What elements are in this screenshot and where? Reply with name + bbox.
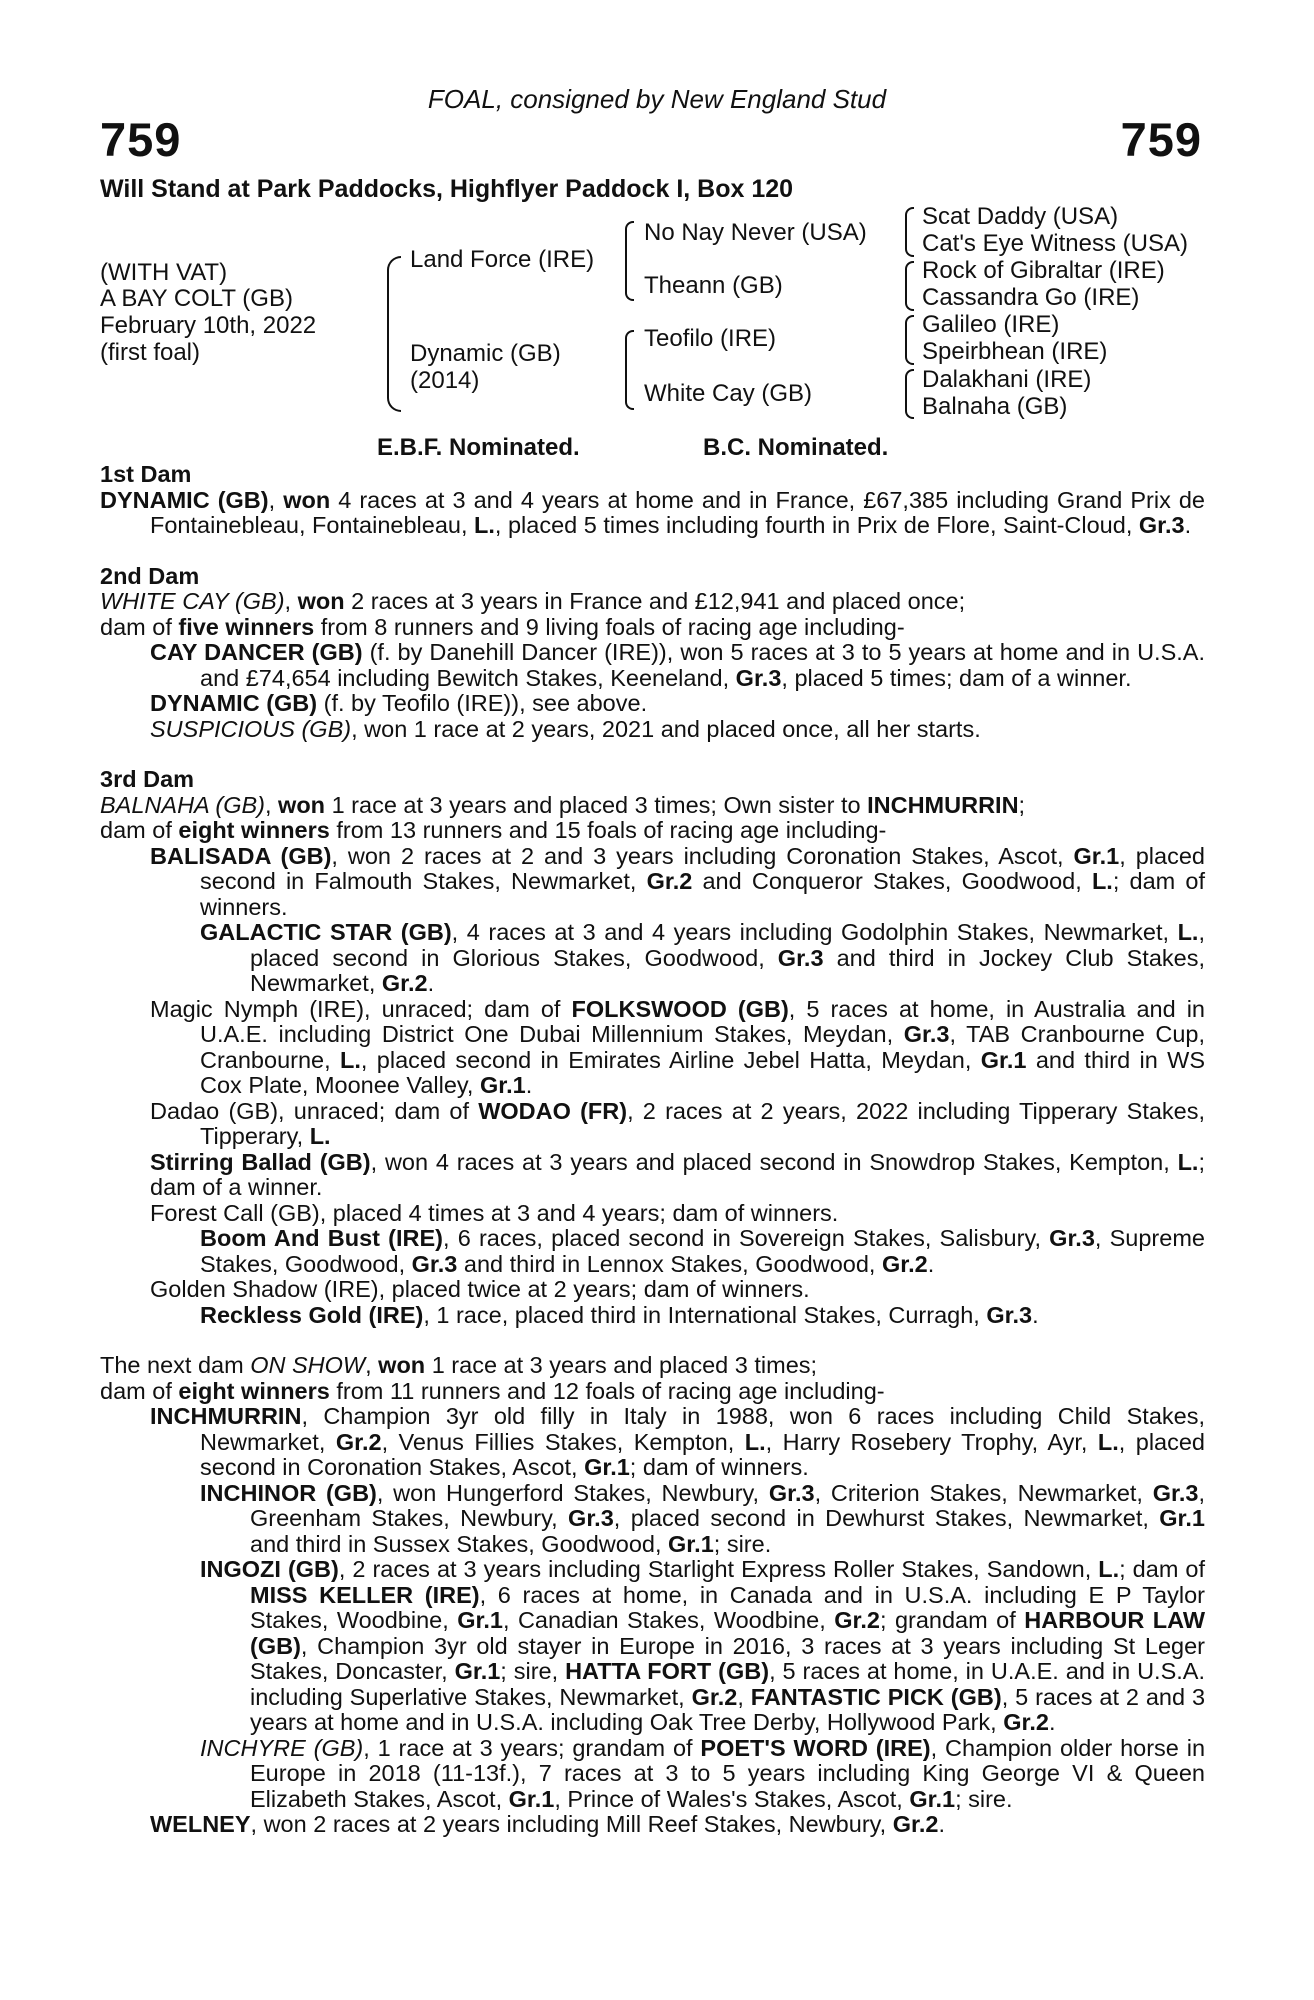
brace-dd [905,369,914,419]
second-dam-entry: WHITE CAY (GB), won 2 races at 3 years in France and £12,941 and placed once; [100,588,966,614]
subject-dob: February 10th, 2022 [100,312,317,339]
brace-sd [905,261,914,311]
vat-note: (WITH VAT) [100,259,228,286]
sd-dam: Cassandra Go (IRE) [922,284,1140,311]
grand-foal-entry: Reckless Gold (IRE), 1 race, placed third in International Stakes, Curragh, Gr.3. [200,1301,1039,1328]
brace-generation-1 [387,256,401,412]
bc-nomination: B.C. Nominated. [703,434,889,461]
third-dam-produce: dam of eight winners from 13 runners and 15 foals of racing age including- [100,817,887,843]
ss-sire: Scat Daddy (USA) [922,203,1119,230]
foal-entry: Magic Nymph (IRE), unraced; dam of FOLKSWOOD (GB), 5 races at home, in Australia and in U.A.E. including District One Dubai Millennium Stakes, Meydan, Gr.3, TAB Cranbourne Cup, Cranbourne, L., placed second in Emirates Airline Jebel Hatta, Meydan, Gr.1 and third in WS Cox Plate, Moonee Valley, Gr.1. [150,995,1206,1098]
ds-sire: Galileo (IRE) [922,311,1060,338]
foal-entry: INCHMURRIN, Champion 3yr old filly in Italy in 1988, won 6 races including Child Stakes, Newmarket, Gr.2, Venus Fillies Stakes, Kempton, L., Harry Rosebery Trophy, Ayr, L., placed second in Coronation Stakes, Ascot, Gr.1; dam of winners. [150,1403,1206,1480]
foal-entry: DYNAMIC (GB) (f. by Teofilo (IRE)), see above. [150,690,648,716]
first-dam-entry: DYNAMIC (GB), won 4 races at 3 and 4 years at home and in France, £67,385 including Grand Prix de Fontainebleau, Fontainebleau, L., placed 5 times including fourth in Prix de Flore, Saint-Cloud, Gr.3. [100,486,1206,538]
foal-entry: Forest Call (GB), placed 4 times at 3 and 4 years; dam of winners. [150,1199,839,1226]
grand-foal-entry: INGOZI (GB), 2 races at 3 years including Starlight Express Roller Stakes, Sandown, L.; dam of MISS KELLER (IRE), 6 races at home, in Canada and in U.S.A. including E P Taylor Stakes, Woodbine, Gr.1, Canadian Stakes, Woodbine, Gr.2; grandam of HARBOUR LAW (GB), Champion 3yr old stayer in Europe in 2016, 3 races at 3 years including St Leger Stakes, Doncaster, Gr.1; sire, HATTA FORT (GB), 5 races at home, in U.A.E. and in U.S.A. including Superlative Stakes, Newmarket, Gr.2, FANTASTIC PICK (GB), 5 races at 2 and 3 years at home and in U.S.A. including Oak Tree Derby, Hollywood Park, Gr.2. [200,1556,1206,1735]
pedigree-notes [100,462,1205,1838]
ss-dam: Cat's Eye Witness (USA) [922,230,1188,257]
sire-sire: No Nay Never (USA) [644,219,867,246]
grand-foal-entry: Boom And Bust (IRE), 6 races, placed second in Sovereign Stakes, Salisbury, Gr.3, Supreme Stakes, Goodwood, Gr.3 and third in Lennox Stakes, Goodwood, Gr.2. [200,1225,1205,1277]
dam-dam: White Cay (GB) [644,380,813,407]
third-dam-entry: BALNAHA (GB), won 1 race at 3 years and placed 3 times; Own sister to INCHMURRIN; [100,791,1026,818]
brace-ds [905,315,914,365]
dam-year: (2014) [410,367,480,394]
next-dam-entry: The next dam ON SHOW, won 1 race at 3 years and placed 3 times; [100,1352,818,1378]
dd-sire: Dalakhani (IRE) [922,366,1092,393]
brace-sire [625,221,634,301]
ebf-nomination: E.B.F. Nominated. [377,434,580,461]
next-dam-produce: dam of eight winners from 11 runners and 12 foals of racing age including- [100,1377,885,1404]
foal-entry: Golden Shadow (IRE), placed twice at 2 years; dam of winners. [150,1276,810,1302]
foal-entry: Dadao (GB), unraced; dam of WODAO (FR), 2 races at 2 years, 2022 including Tipperary Stakes, Tipperary, L. [150,1097,1206,1149]
dd-dam: Balnaha (GB) [922,393,1068,420]
first-foal-note: (first foal) [100,339,201,366]
dam-name: Dynamic (GB) [410,340,561,367]
ds-dam: Speirbhean (IRE) [922,338,1108,365]
sd-sire: Rock of Gibraltar (IRE) [922,257,1165,284]
grand-foal-entry: INCHINOR (GB), won Hungerford Stakes, Newbury, Gr.3, Criterion Stakes, Newmarket, Gr.3, Greenham Stakes, Newbury, Gr.3, placed second in Dewhurst Stakes, Newmarket, Gr.1 and third in Sussex Stakes, Goodwood, Gr.1; sire. [200,1479,1205,1557]
lot-number-right: 759 [1120,113,1202,166]
second-dam-produce: dam of five winners from 8 runners and 9 living foals of racing age including- [100,613,905,640]
grand-foal-entry: GALACTIC STAR (GB), 4 races at 3 and 4 years including Godolphin Stakes, Newmarket, L., placed second in Glorious Stakes, Goodwood, Gr.3 and third in Jockey Club Stakes, Newmarket, Gr.2. [200,919,1205,996]
grand-foal-entry: INCHYRE (GB), 1 race at 3 years; grandam of POET'S WORD (IRE), Champion older horse in Europe in 2018 (11-13f.), 7 races at 3 to 5 years including King George VI & Queen Elizabeth Stakes, Ascot, Gr.1, Prince of Wales's Stakes, Ascot, Gr.1; sire. [200,1734,1206,1812]
foal-entry: Stirring Ballad (GB), won 4 races at 3 years and placed second in Snowdrop Stakes, Kempton, L.; dam of a winner. [150,1148,1205,1200]
subject-name: A BAY COLT (GB) [100,285,293,312]
foal-entry: WELNEY, won 2 races at 2 years including Mill Reef Stakes, Newbury, Gr.2. [150,1811,945,1837]
brace-ss [905,207,914,257]
foal-entry: SUSPICIOUS (GB), won 1 race at 2 years, 2021 and placed once, all her starts. [150,715,981,742]
third-dam-heading: 3rd Dam [100,766,195,792]
lot-number-left: 759 [100,113,182,166]
foal-entry: BALISADA (GB), won 2 races at 2 and 3 years including Coronation Stakes, Ascot, Gr.1, placed second in Falmouth Stakes, Newmarket, Gr.2 and Conqueror Stakes, Goodwood, L.; dam of winners. [150,842,1206,920]
stand-location: Will Stand at Park Paddocks, Highflyer Paddock I, Box 120 [100,175,794,203]
brace-dam [625,330,634,410]
consignor-line: FOAL, consigned by New England Stud [427,84,887,114]
second-dam-heading: 2nd Dam [100,562,200,589]
dam-sire: Teofilo (IRE) [644,325,777,352]
first-dam-heading: 1st Dam [100,461,192,487]
sire-dam: Theann (GB) [644,272,783,299]
sire-name: Land Force (IRE) [410,246,595,273]
foal-entry: CAY DANCER (GB) (f. by Danehill Dancer (IRE)), won 5 races at 3 to 5 years at home and in U.S.A. and £74,654 including Bewitch Stakes, Keeneland, Gr.3, placed 5 times; dam of a winner. [150,639,1205,691]
